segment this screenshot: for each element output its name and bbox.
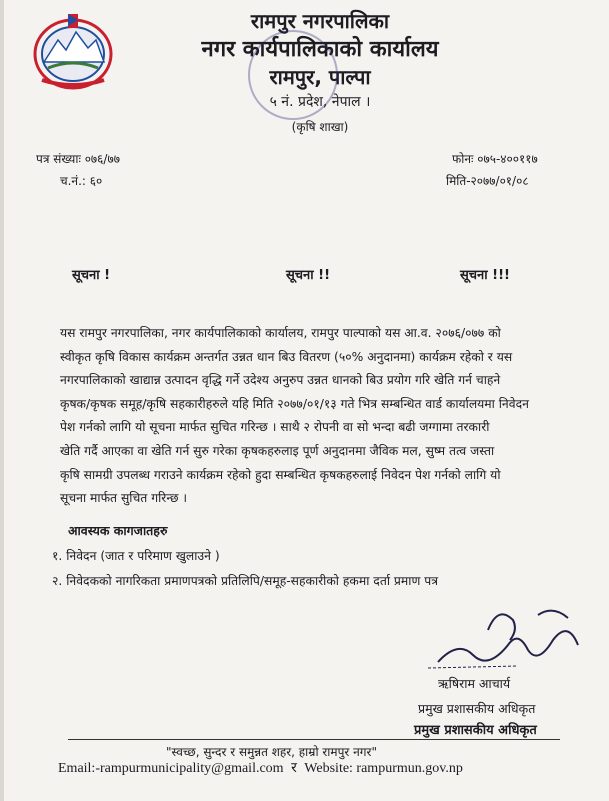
- phone-number: फोनः ०७५-४००११७: [452, 152, 538, 166]
- notice-heading-2: सूचना !!: [286, 268, 331, 283]
- body-line: खेति गर्दै आएका वा खेति गर्न सुरु गरेका कृषकहरुलाइ पूर्ण अनुदानमा जैविक मल, सुष्म तत्व जस्ता: [60, 443, 495, 458]
- office-stamp-icon: [248, 30, 338, 120]
- contact-website: Website: rampurmun.gov.np: [304, 761, 463, 776]
- signatory-name: ऋषिराम आचार्य: [438, 676, 511, 691]
- signatory-title: प्रमुख प्रशासकीय अधिकृत: [418, 701, 536, 716]
- notice-body: [60, 322, 588, 511]
- province-line: ५ नं. प्रदेश, नेपाल ।: [269, 94, 371, 110]
- dispatch-number: च.नं.: ६०: [60, 174, 103, 188]
- municipality-name: रामपुर नगरपालिका: [250, 9, 390, 33]
- contact-email: Email:-rampurmunicipality@gmail.com: [58, 761, 284, 776]
- document-item-1: १. निवेदन (जात र परिमाण खुलाउने ): [52, 549, 220, 563]
- contact-footer: [58, 758, 467, 777]
- required-documents-title: आवस्यक कागजातहरु: [68, 523, 168, 538]
- handwritten-signature-icon: [418, 600, 588, 680]
- office-name: नगर कार्यपालिकाको कार्यालय: [201, 37, 439, 62]
- body-line: सूचना मार्फत सुचित गरिन्छ ।: [60, 491, 188, 506]
- signatory-title-stamp: प्रमुख प्रशासकीय अधिकृत: [414, 723, 537, 738]
- notice-heading-3: सूचना !!!: [460, 268, 510, 283]
- letter-date: मिति-२०७७/०१/०८: [446, 174, 529, 188]
- letter-number: पत्र संख्याः ०७६/७७: [36, 152, 120, 166]
- body-line: पेश गर्नको लागि यो सूचना मार्फत सुचित गरिन्छ । साथै २ रोपनी वा सो भन्दा बढी जग्गामा तरकारी: [60, 420, 490, 435]
- branch-line: (कृषि शाखा): [291, 120, 349, 134]
- body-line: कृषक/कृषक समूह/कृषि सहकारीहरुले यहि मिति २०७७/०१/१३ गते भित्र सम्बन्धित वार्ड कार्यालयमा निवेदन: [60, 396, 529, 411]
- document-item-2: २. निवेदकको नागरिकता प्रमाणपत्रको प्रतिलिपि/समूह-सहकारीको हकमा दर्ता प्रमाण पत्र: [52, 574, 439, 588]
- body-line: कृषि सामग्री उपलब्ध गराउने कार्यक्रम रहेको हुदा सम्बन्धित कृषकहरुलाई निवेदन पेश गर्नको लागि यो: [60, 467, 501, 482]
- scan-edge: [0, 0, 4, 801]
- government-emblem-icon: [28, 10, 118, 92]
- body-line: यस रामपुर नगरपालिका, नगर कार्यपालिकाको कार्यालय, रामपुर पाल्पाको यस आ.व. २०७६/०७७ को: [60, 326, 501, 340]
- contact-separator: र: [291, 761, 297, 776]
- footer-divider: [68, 739, 560, 740]
- body-line: नगरपालिकाको खाद्यान्न उत्पादन वृद्धि गर्ने उदेश्य अनुरुप उन्नत धानको बिउ प्रयोग गरि खेति गर्न चाहने: [60, 373, 501, 388]
- office-location: रामपुर, पाल्पा: [269, 65, 371, 89]
- body-line: स्वीकृत कृषि विकास कार्यक्रम अन्तर्गत उन्नत धान बिउ वितरण (५०% अनुदानमा) कार्यक्रम रहेको र यस: [60, 349, 513, 364]
- notice-heading-1: सूचना !: [72, 268, 111, 283]
- municipality-motto: "स्वच्छ, सुन्दर र समुन्नत शहर, हाम्रो रामपुर नगर": [166, 745, 377, 759]
